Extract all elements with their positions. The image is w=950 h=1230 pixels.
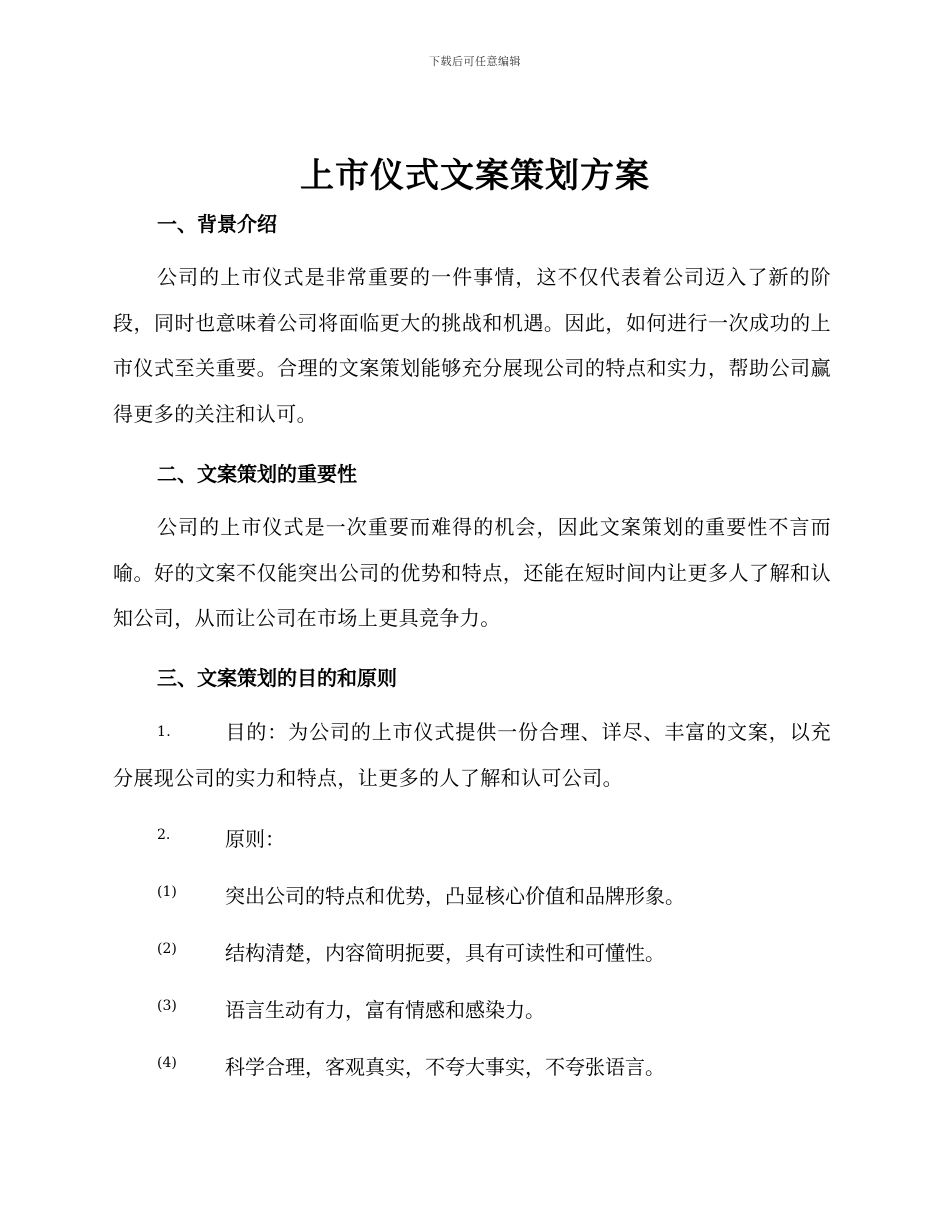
list-marker: 2. [157, 827, 171, 843]
sub-list-marker: (2) [157, 941, 177, 957]
sub-list-marker: (4) [157, 1055, 177, 1071]
sub-list-text: 语言生动有力，富有情感和感染力。 [225, 998, 545, 1022]
sub-list-marker: (3) [157, 998, 177, 1014]
list-marker: 1. [157, 724, 172, 740]
sub-list-marker: (1) [157, 884, 177, 900]
sub-list-text: 结构清楚，内容简明扼要，具有可读性和可懂性。 [225, 941, 665, 965]
list-item-purpose [113, 710, 831, 801]
section-heading-background: 一、背景介绍 [157, 212, 277, 236]
document-title: 上市仪式文案策划方案 [300, 156, 650, 196]
section-heading-importance: 二、文案策划的重要性 [157, 462, 357, 486]
sub-list-text: 突出公司的特点和优势，凸显核心价值和品牌形象。 [225, 884, 685, 908]
header-note: 下载后可任意编辑 [429, 55, 521, 68]
list-item-text: 目的：为公司的上市仪式提供一份合理、详尽、丰富的文案，以充分展现公司的实力和特点，让更多的人了解和认可公司。 [113, 720, 831, 790]
sub-list-text: 科学合理，客观真实，不夸大事实，不夸张语言。 [225, 1055, 665, 1079]
section-heading-purpose-principles: 三、文案策划的目的和原则 [157, 666, 397, 690]
list-item-text: 原则： [225, 827, 285, 851]
section-paragraph-importance: 公司的上市仪式是一次重要而难得的机会，因此文案策划的重要性不言而喻。好的文案不仅能突出公司的优势和特点，还能在短时间内让更多人了解和认知公司，从而让公司在市场上更具竞争力。 [113, 515, 831, 630]
section-paragraph-background: 公司的上市仪式是非常重要的一件事情，这不仅代表着公司迈入了新的阶段，同时也意味着公司将面临更大的挑战和机遇。因此，如何进行一次成功的上市仪式至关重要。合理的文案策划能够充分展现公司的特点和实力，帮助公司赢得更多的关注和认可。 [113, 265, 831, 426]
